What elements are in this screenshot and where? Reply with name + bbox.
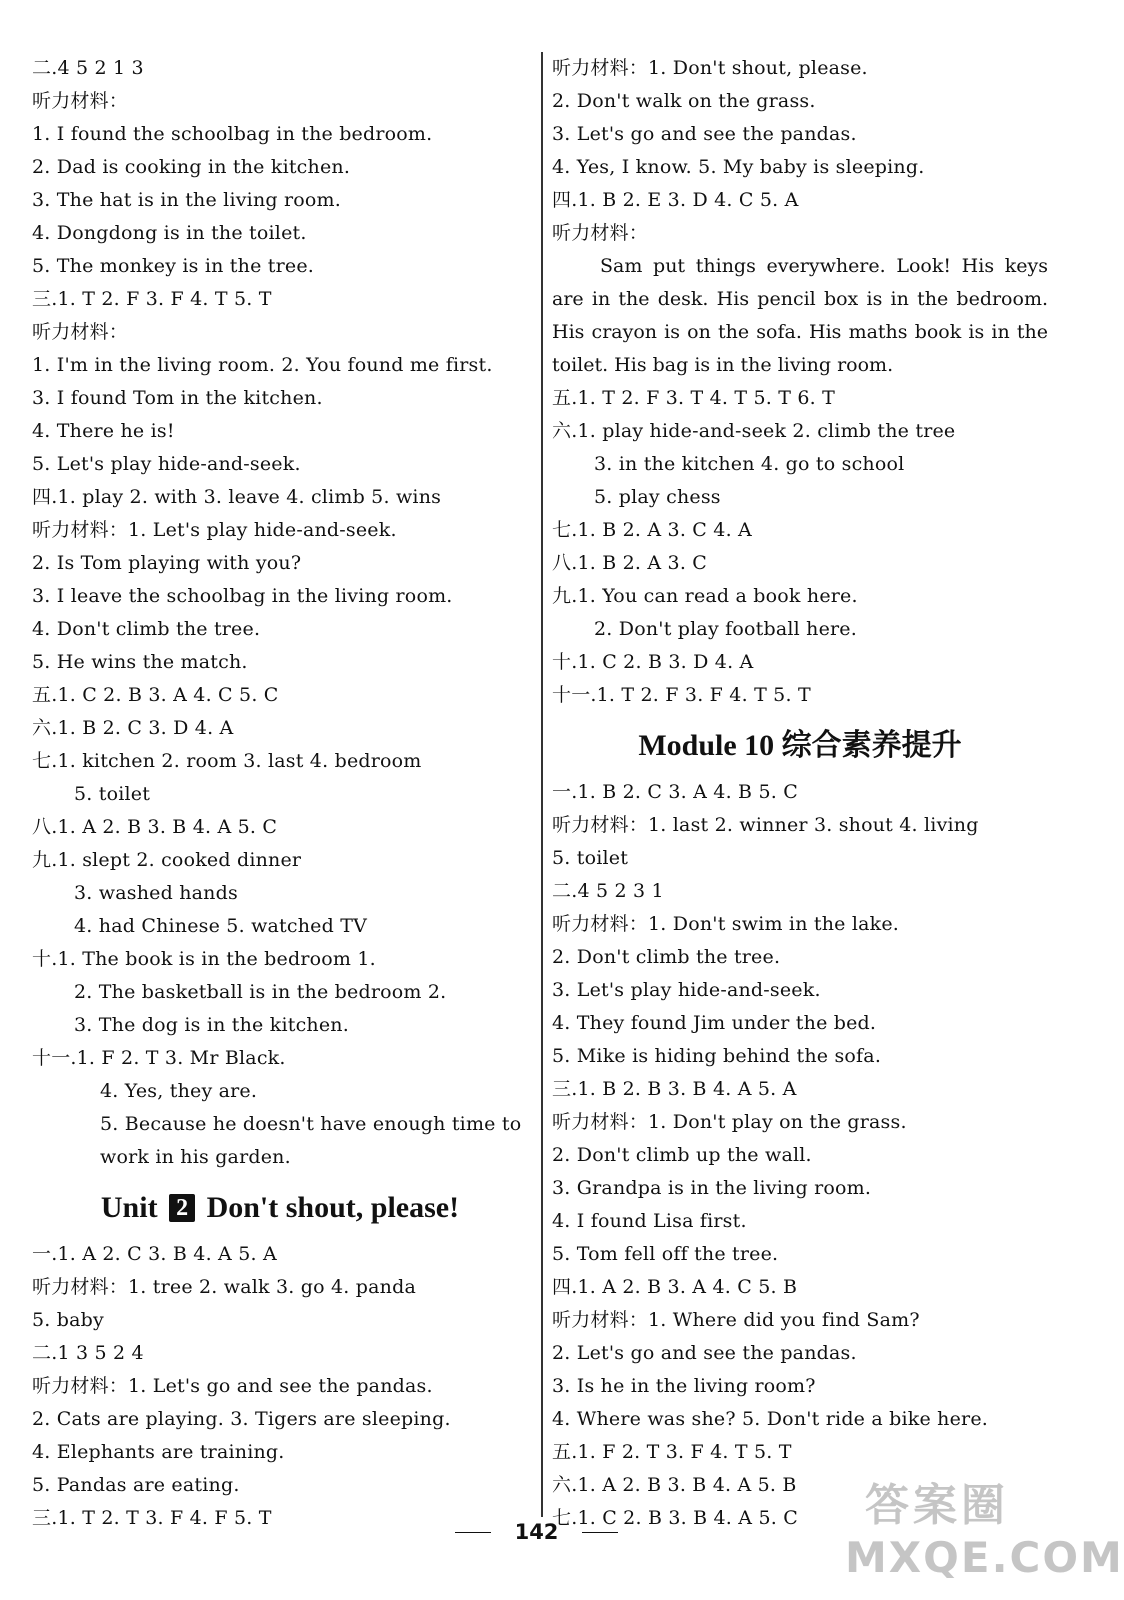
answer-line: 4. Yes, I know. 5. My baby is sleeping. (552, 156, 925, 178)
answer-line: 一.1. B 2. C 3. A 4. B 5. C (552, 781, 798, 803)
answer-line: 七.1. kitchen 2. room 3. last 4. bedroom (32, 750, 422, 772)
answer-line: 九.1. You can read a book here. (552, 585, 858, 607)
answer-line: 5. play chess (594, 486, 721, 508)
answer-line: 2. Don't climb up the wall. (552, 1144, 812, 1166)
answer-line: 5. He wins the match. (32, 651, 248, 673)
answer-line: 2. Don't climb the tree. (552, 946, 781, 968)
answer-line: 4. They found Jim under the bed. (552, 1012, 877, 1034)
answer-line: 六.1. play hide-and-seek 2. climb the tree (552, 420, 956, 442)
answer-line: 1. I found the schoolbag in the bedroom. (32, 123, 433, 145)
answer-line: 2. Is Tom playing with you? (32, 552, 302, 574)
answer-line: 听力材料：1. tree 2. walk 3. go 4. panda (32, 1276, 416, 1298)
answer-line: 四.1. A 2. B 3. A 4. C 5. B (552, 1276, 798, 1298)
answer-line: 2. Cats are playing. 3. Tigers are sleeping. (32, 1408, 451, 1430)
page-number-text: 142 (514, 1520, 559, 1544)
answer-line: 5. toilet (74, 783, 151, 805)
answer-line: 听力材料： (32, 90, 129, 112)
answer-line: 听力材料：1. Where did you find Sam? (552, 1309, 920, 1331)
answer-line: 四.1. B 2. E 3. D 4. C 5. A (552, 189, 799, 211)
answer-line: 听力材料：1. Let's go and see the pandas. (32, 1375, 433, 1397)
answer-line: 3. Is he in the living room? (552, 1375, 816, 1397)
answer-line: 三.1. T 2. F 3. F 4. T 5. T (32, 288, 272, 310)
answer-line: 3. washed hands (74, 882, 238, 904)
answer-line: 3. Let's go and see the pandas. (552, 123, 857, 145)
answer-line: 2. Let's go and see the pandas. (552, 1342, 857, 1364)
unit-prefix: Unit (100, 1191, 158, 1224)
answer-line: 4. Elephants are training. (32, 1441, 285, 1463)
answer-line: 五.1. C 2. B 3. A 4. C 5. C (32, 684, 279, 706)
answer-line: 5. The monkey is in the tree. (32, 255, 315, 277)
answer-line: 九.1. slept 2. cooked dinner (32, 849, 302, 871)
answer-line: 3. The dog is in the kitchen. (74, 1014, 349, 1036)
left-column (32, 52, 528, 1535)
answer-line: 2. Dad is cooking in the kitchen. (32, 156, 351, 178)
answer-line: 二.4 5 2 1 3 (32, 57, 144, 79)
answer-line: 十一.1. T 2. F 3. F 4. T 5. T (552, 684, 811, 706)
answer-line: 3. Let's play hide-and-seek. (552, 979, 821, 1001)
module-heading: Module 10 综合素养提升 (638, 729, 962, 762)
answer-line: 4. Don't climb the tree. (32, 618, 261, 640)
site-watermark (845, 1478, 1124, 1593)
answer-line: 五.1. T 2. F 3. T 4. T 5. T 6. T (552, 387, 835, 409)
answer-line: 听力材料：1. Don't swim in the lake. (552, 913, 900, 935)
answer-line: 4. Yes, they are. (100, 1080, 258, 1102)
answer-line: 4. Where was she? 5. Don't ride a bike here. (552, 1408, 989, 1430)
listening-paragraph: Sam put things everywhere. Look! His keys are in the desk. His pencil box is in the bedroom. His crayon is on the sofa. His maths book is in the toilet. His bag is in the living room. (552, 255, 1048, 376)
column-divider (541, 52, 543, 1517)
unit-number-badge: 2 (169, 1194, 195, 1222)
answer-line: 2. Don't play football here. (594, 618, 857, 640)
answer-line: 5. toilet (552, 847, 629, 869)
answer-line: 5. Because he doesn't have enough time to work in his garden. (100, 1113, 522, 1168)
answer-line: 3. I leave the schoolbag in the living room. (32, 585, 453, 607)
answer-line: 七.1. B 2. A 3. C 4. A (552, 519, 752, 541)
answer-line: 听力材料：1. Don't shout, please. (552, 57, 868, 79)
watermark-url: MXQE.COM (845, 1533, 1124, 1582)
answer-line: 5. Mike is hiding behind the sofa. (552, 1045, 882, 1067)
answer-line: 二.1 3 5 2 4 (32, 1342, 144, 1364)
answer-line: 听力材料：1. last 2. winner 3. shout 4. living (552, 814, 979, 836)
answer-line: 4. Dongdong is in the toilet. (32, 222, 307, 244)
answer-line: 五.1. F 2. T 3. F 4. T 5. T (552, 1441, 792, 1463)
answer-line: 4. had Chinese 5. watched TV (74, 915, 368, 937)
answer-line: 2. The basketball is in the bedroom 2. (74, 981, 447, 1003)
answer-line: 3. I found Tom in the kitchen. (32, 387, 323, 409)
answer-line: 十.1. C 2. B 3. D 4. A (552, 651, 754, 673)
answer-line: 4. There he is! (32, 420, 175, 442)
answer-line: 听力材料： (32, 321, 129, 343)
answer-line: 十一.1. F 2. T 3. Mr Black. (32, 1047, 286, 1069)
answer-line: 3. The hat is in the living room. (32, 189, 341, 211)
answer-line: 八.1. B 2. A 3. C (552, 552, 708, 574)
answer-line: 5. Pandas are eating. (32, 1474, 240, 1496)
answer-line: 5. Let's play hide-and-seek. (32, 453, 301, 475)
unit-title: Don't shout, please! (206, 1191, 460, 1224)
answer-line: 七.1. C 2. B 3. B 4. A 5. C (552, 1507, 798, 1529)
answer-line: 一.1. A 2. C 3. B 4. A 5. A (32, 1243, 277, 1265)
answer-line: 三.1. T 2. T 3. F 4. F 5. T (32, 1507, 272, 1529)
watermark-logo-text: 答案圈 (865, 1480, 1009, 1531)
answer-line: 听力材料： (552, 222, 649, 244)
page-number-dash-left (455, 1532, 491, 1534)
answer-line: 四.1. play 2. with 3. leave 4. climb 5. wins (32, 486, 442, 508)
answer-line: 5. Tom fell off the tree. (552, 1243, 779, 1265)
answer-line: 1. I'm in the living room. 2. You found me first. (32, 354, 493, 376)
right-column (552, 52, 1048, 1535)
unit-heading (32, 1180, 528, 1236)
answer-line: 3. in the kitchen 4. go to school (594, 453, 905, 475)
answer-line: 六.1. B 2. C 3. D 4. A (32, 717, 234, 739)
answer-line: 十.1. The book is in the bedroom 1. (32, 948, 376, 970)
answer-line: 六.1. A 2. B 3. B 4. A 5. B (552, 1474, 797, 1496)
answer-line: 2. Don't walk on the grass. (552, 90, 816, 112)
answer-line: 八.1. A 2. B 3. B 4. A 5. C (32, 816, 278, 838)
answer-line: 4. I found Lisa first. (552, 1210, 747, 1232)
answer-line: 3. Grandpa is in the living room. (552, 1177, 872, 1199)
answer-line: 听力材料：1. Let's play hide-and-seek. (32, 519, 397, 541)
answer-line: 三.1. B 2. B 3. B 4. A 5. A (552, 1078, 797, 1100)
answer-line: 二.4 5 2 3 1 (552, 880, 664, 902)
answer-line: 5. baby (32, 1309, 104, 1331)
page-number-dash-right (582, 1532, 618, 1534)
answer-line: 听力材料：1. Don't play on the grass. (552, 1111, 907, 1133)
